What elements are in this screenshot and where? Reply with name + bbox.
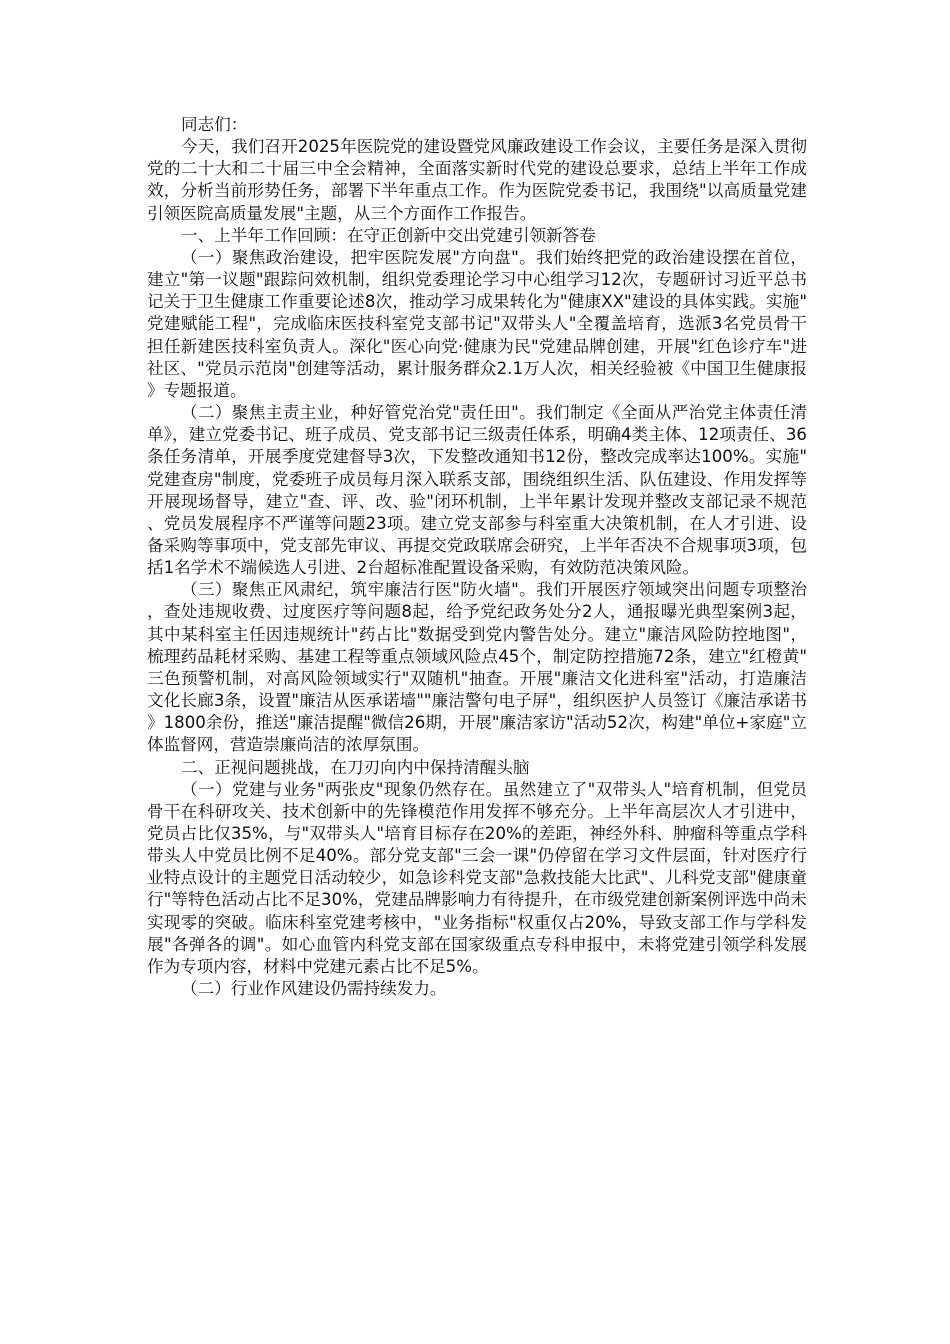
paragraph-intro: 今天，我们召开2025年医院党的建设暨党风廉政建设工作会议，主要任务是深入贯彻党的二十大和二十届三中全会精神，全面落实新时代党的建设总要求，总结上半年工作成效，分析当前形势任务，部署下半年重点工作。作为医院党委书记，我围绕"以高质量党建引领医院高质量发展"主题，从三个方面作工作报告。 [147,137,807,223]
paragraph-industry-style: （二）行业作风建设仍需持续发力。 [181,979,447,999]
paragraph-political-building: （一）聚焦政治建设，把牢医院发展"方向盘"。我们始终把党的政治建设摆在首位，建立"第一议题"跟踪问效机制，组织党委理论学习中心组学习12次，专题研讨习近平总书记关于卫生健康工作重要论述8次，推动学习成果转化为"健康XX"建设的具体实践。实施"党建赋能工程"，完成临床医技科室党支部书记"双带头人"全覆盖培育，选派3名党员骨干担任新建医技科室负责人。深化"医心向党·健康为民"党建品牌创建，开展"红色诊疗车"进社区、"党员示范岗"创建等活动，累计服务群众2.1万人次，相关经验被《中国卫生健康报》专题报道。 [147,247,807,400]
paragraph-main-responsibility: （二）聚焦主责主业，种好管党治党"责任田"。我们制定《全面从严治党主体责任清单》，建立党委书记、班子成员、党支部书记三级责任体系，明确4类主体、12项责任、36条任务清单，开展季度党建督导3次，下发整改通知书12份，整改完成率达100%。实施"党建查房"制度，党委班子成员每月深入联系支部，围绕组织生活、队伍建设、作用发挥等开展现场督导，建立"查、评、改、验"闭环机制，上半年累计发现并整改支部记录不规范、党员发展程序不严谨等问题23项。建立党支部参与科室重大决策机制，在人才引进、设备采购等事项中，党支部先审议、再提交党政联席会研究，上半年否决不合规事项3项，包括1名学术不端候选人引进、2台超标准配置设备采购，有效防范决策风险。 [147,403,807,578]
section-heading-1: 一、上半年工作回顾：在守正创新中交出党建引领新答卷 [181,225,596,245]
greeting: 同志们： [181,115,248,134]
section-heading-2: 二、正视问题挑战，在刀刃向内中保持清醒头脑 [181,757,530,777]
paragraph-discipline: （三）聚焦正风肃纪，筑牢廉洁行医"防火墙"。我们开展医疗领域突出问题专项整治，查处违规收费、过度医疗等问题8起，给予党纪政务处分2人，通报曝光典型案例3起，其中某科室主任因违规统计"药占比"数据受到党内警告处分。建立"廉洁风险防控地图"，梳理药品耗材采购、基建工程等重点领域风险点45个，制定防控措施72条，建立"红橙黄"三色预警机制，对高风险领域实行"双随机"抽查。开展"廉洁文化进科室"活动，打造廉洁文化长廊3条，设置"廉洁从医承诺墙""廉洁警句电子屏"，组织医护人员签订《廉洁承诺书》1800余份，推送"廉洁提醒"微信26期，开展"廉洁家访"活动52次，构建"单位+家庭"立体监督网，营造崇廉尚洁的浓厚氛围。 [147,580,807,755]
paragraph-party-business-gap: （一）党建与业务"两张皮"现象仍然存在。虽然建立了"双带头人"培育机制，但党员骨干在科研攻关、技术创新中的先锋模范作用发挥不够充分。上半年高层次人才引进中，党员占比仅35%，与"双带头人"培育目标存在20%的差距，神经外科、肿瘤科等重点学科带头人中党员比例不足40%。部分党支部"三会一课"仍停留在学习文件层面，针对医疗行业特点设计的主题党日活动较少，如急诊科党支部"急救技能大比武"、儿科党支部"健康童行"等特色活动占比不足30%，党建品牌影响力有待提升，在市级党建创新案例评选中尚未实现零的突破。临床科室党建考核中，"业务指标"权重仅占20%，导致支部工作与学科发展"各弹各的调"。如心血管内科党支部在国家级重点专科申报中，未将党建引领学科发展作为专项内容，材料中党建元素占比不足5%。 [147,779,807,976]
report-document [147,114,807,1000]
